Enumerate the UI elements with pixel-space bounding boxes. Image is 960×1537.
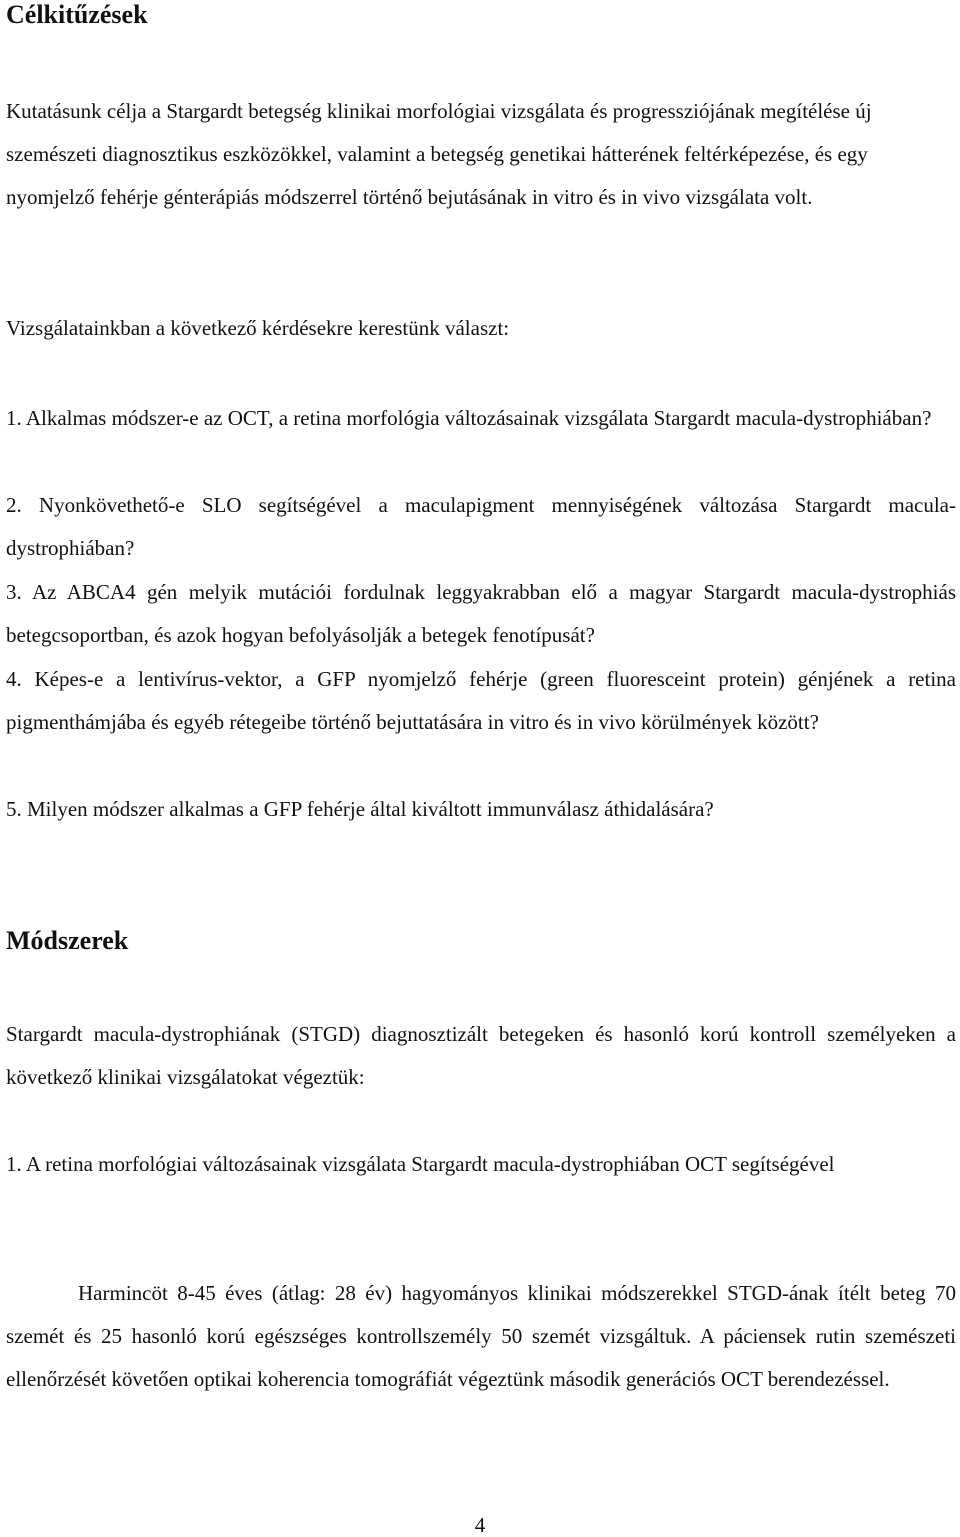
question-item-4: 4. Képes-e a lentivírus-vektor, a GFP nyomjelző fehérje (green fluoresceint protein) génjének a retina pigmenthámjába és egyéb rétegeibe történő bejuttatására in vitro és in vivo körülmények között? bbox=[6, 667, 956, 734]
question-item-5: 5. Milyen módszer alkalmas a GFP fehérje által kiváltott immunválasz áthidalására? bbox=[6, 797, 714, 821]
question-item-1: 1. Alkalmas módszer-e az OCT, a retina morfológia változásainak vizsgálata Stargardt macula-dystrophiában? bbox=[6, 406, 932, 430]
methods-intro-paragraph: Stargardt macula-dystrophiának (STGD) diagnosztizált betegeken és hasonló korú kontroll személyeken a következő klinikai vizsgálatokat végeztük: bbox=[6, 1022, 956, 1089]
questions-lead-text: Vizsgálatainkban a következő kérdésekre kerestünk választ: bbox=[6, 316, 510, 340]
methods-subheading-oct: 1. A retina morfológiai változásainak vizsgálata Stargardt macula-dystrophiában OCT segítségével bbox=[6, 1152, 835, 1176]
question-item-3: 3. Az ABCA4 gén melyik mutációi fordulnak leggyakrabban elő a magyar Stargardt macula-dystrophiás betegcsoportban, és azok hogyan befolyásolják a betegek fenotípusát? bbox=[6, 580, 956, 647]
section-heading-methods: Módszerek bbox=[6, 926, 129, 955]
page-number: 4 bbox=[474, 1513, 486, 1537]
question-item-2: 2. Nyonkövethető-e SLO segítségével a maculapigment mennyiségének változása Stargardt macula-dystrophiában? bbox=[6, 493, 956, 560]
methods-body-paragraph: Harmincöt 8-45 éves (átlag: 28 év) hagyományos klinikai módszerekkel STGD-ának ítélt beteg 70 szemét és 25 hasonló korú egészséges kontrollszemély 50 szemét vizsgáltuk. A páciensek rutin szemészeti ellenőrzését követően optikai koherencia tomográfiát végeztünk második generációs OCT berendezéssel. bbox=[6, 1281, 956, 1391]
section-heading-objectives: Célkitűzések bbox=[6, 0, 148, 29]
objectives-intro-paragraph: Kutatásunk célja a Stargardt betegség klinikai morfológiai vizsgálata és progressziójának megítélése új szemészeti diagnosztikus eszközökkel, valamint a betegség genetikai hátterének feltérképezése, és egy nyomjelző fehérje génterápiás módszerrel történő bejutásának in vitro és in vivo vizsgálata volt. bbox=[6, 99, 872, 209]
